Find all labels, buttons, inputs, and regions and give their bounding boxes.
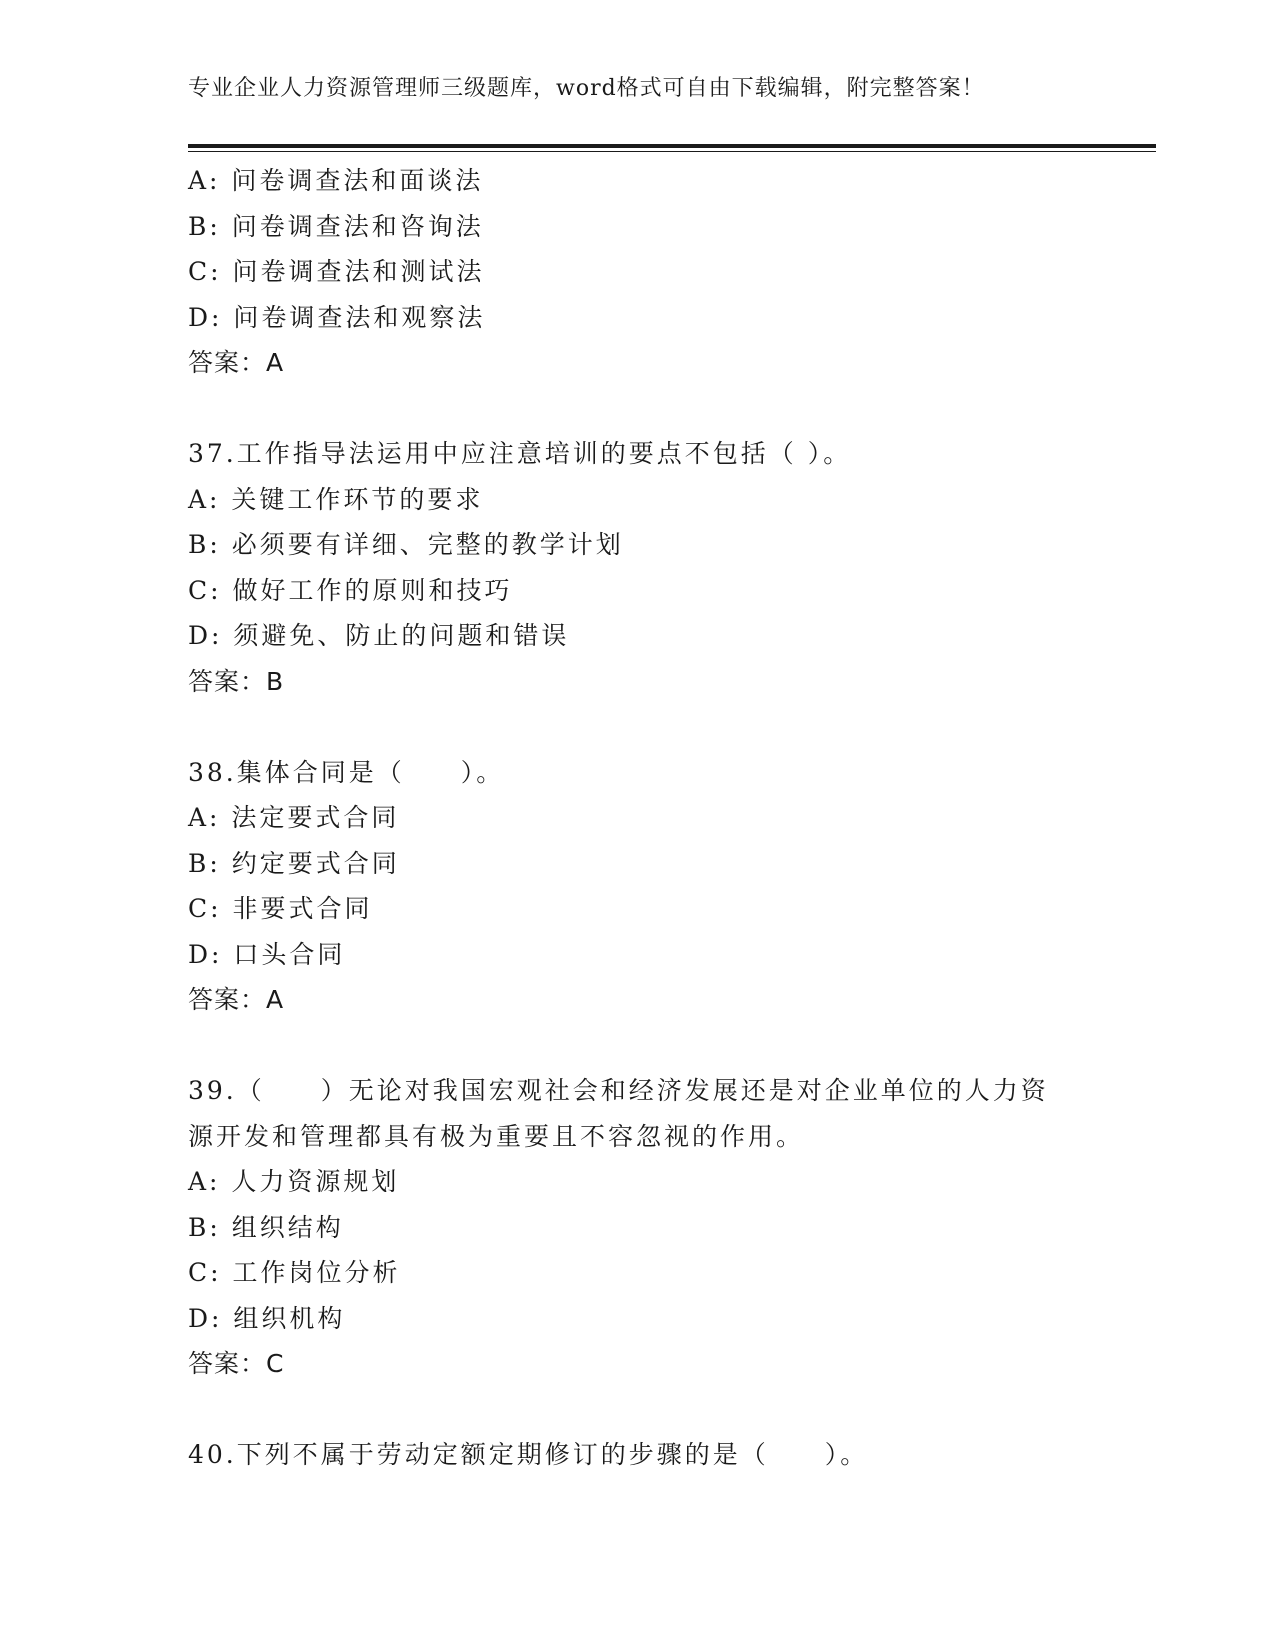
option-a: A: 人力资源规划 — [188, 1167, 400, 1196]
option-d: D: 问卷调查法和观察法 — [188, 302, 486, 332]
answer-line: 答案：A — [188, 348, 285, 377]
question-block-40 — [188, 1432, 1088, 1478]
option-c: C: 非要式合同 — [188, 894, 373, 923]
question-stem: 37.工作指导法运用中应注意培训的要点不包括（ ）。 — [188, 439, 852, 468]
page-header: 专业企业人力资源管理师三级题库，word格式可自由下载编辑，附完整答案！ — [188, 76, 985, 101]
option-b: B: 约定要式合同 — [188, 848, 400, 878]
question-stem: 38.集体合同是（ ）。 — [188, 757, 505, 787]
question-stem-line-2: 源开发和管理都具有极为重要且不容忽视的作用。 — [188, 1121, 805, 1151]
spacer — [188, 1387, 1088, 1433]
question-block-39 — [188, 1068, 1088, 1387]
question-block-36 — [188, 158, 1088, 386]
spacer — [188, 386, 1088, 432]
question-stem: 40.下列不属于劳动定额定期修订的步骤的是（ ）。 — [188, 1440, 869, 1469]
option-a: A: 问卷调查法和面谈法 — [188, 166, 484, 195]
header-rule-thick — [188, 144, 1156, 148]
question-stem-line-1: 39.（ ）无论对我国宏观社会和经济发展还是对企业单位的人力资 — [188, 1076, 1049, 1105]
answer-line: 答案：C — [188, 1349, 285, 1378]
option-d: D: 口头合同 — [188, 939, 346, 969]
answer-line: 答案：A — [188, 985, 285, 1014]
option-c: C: 工作岗位分析 — [188, 1258, 401, 1287]
spacer — [188, 1023, 1088, 1069]
spacer — [188, 704, 1088, 750]
option-b: B: 问卷调查法和咨询法 — [188, 211, 484, 241]
question-block-38 — [188, 750, 1088, 1023]
option-b: B: 组织结构 — [188, 1212, 344, 1242]
option-b: B: 必须要有详细、完整的教学计划 — [188, 530, 624, 559]
option-a: A: 关键工作环节的要求 — [188, 484, 484, 514]
question-block-37 — [188, 431, 1088, 704]
option-d: D: 须避免、防止的问题和错误 — [188, 621, 570, 650]
option-c: C: 做好工作的原则和技巧 — [188, 575, 513, 605]
option-c: C: 问卷调查法和测试法 — [188, 257, 485, 286]
answer-line: 答案：B — [188, 666, 285, 696]
option-a: A: 法定要式合同 — [188, 803, 400, 832]
header-rule-thin — [188, 151, 1156, 152]
question-list — [188, 158, 1088, 1478]
option-d: D: 组织机构 — [188, 1303, 346, 1333]
